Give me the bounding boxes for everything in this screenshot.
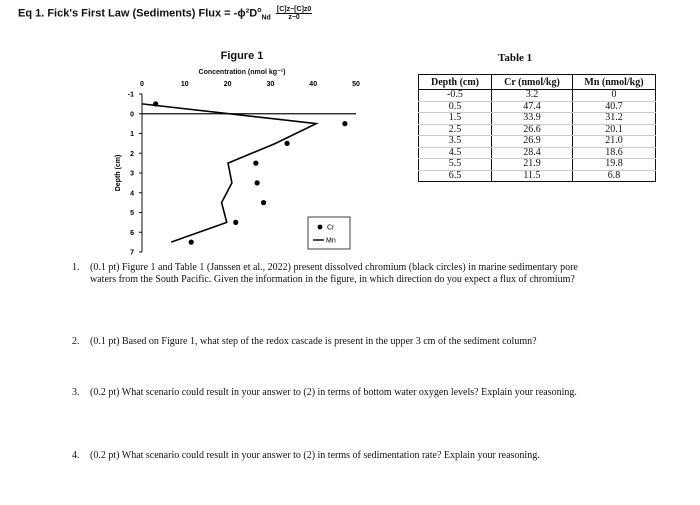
- question-2: [72, 336, 672, 348]
- question-text: (0.1 pt) Figure 1 and Table 1 (Janssen et al., 2022) present dissolved chromium (black circles) in marine sedimentary pore: [90, 262, 578, 273]
- question-text: waters from the South Pacific. Given the information in the figure, in which direction do you expect a flux of chromium?: [90, 274, 575, 285]
- cell-cr: 26.6: [492, 124, 573, 136]
- cell-depth: -0.5: [419, 90, 492, 102]
- cell-depth: 3.5: [419, 136, 492, 148]
- y-tick-label: 5: [130, 210, 134, 217]
- cell-depth: 5.5: [419, 159, 492, 171]
- x-tick-label: 10: [180, 81, 189, 88]
- equation-fraction: [276, 6, 312, 21]
- y-axis-label: Depth (cm): [115, 154, 122, 192]
- y-tick-label: 2: [130, 150, 134, 158]
- cell-mn: 20.1: [573, 124, 656, 136]
- cell-depth: 1.5: [419, 113, 492, 125]
- header-depth: Depth (cm): [419, 75, 492, 90]
- question-3: [72, 387, 672, 399]
- equation-phi: ϕ²D: [237, 7, 258, 20]
- question-number: 2.: [72, 336, 80, 347]
- table-row: [419, 90, 656, 102]
- chart-legend: [308, 217, 350, 249]
- question-text: (0.1 pt) Based on Figure 1, what step of the redox cascade is present in the upper 3 cm of the sediment column?: [90, 336, 537, 347]
- question-text: (0.2 pt) What scenario could result in your answer to (2) in terms of sedimentation rate? Explain your reasoning.: [90, 450, 540, 461]
- cell-depth: 0.5: [419, 101, 492, 113]
- table-row: [419, 159, 656, 171]
- cell-mn: 0: [573, 90, 656, 102]
- mn-line: [142, 104, 316, 242]
- y-tick-label: 1: [130, 131, 134, 138]
- y-tick-label: 7: [130, 249, 134, 256]
- cell-cr: 28.4: [492, 147, 573, 159]
- question-number: 1.: [72, 262, 80, 273]
- y-tick-label: 3: [130, 170, 134, 178]
- legend-mn-label: Mn: [326, 237, 336, 245]
- cell-cr: 33.9: [492, 113, 573, 125]
- legend-cr-marker: [318, 225, 323, 230]
- cell-mn: 21.0: [573, 136, 656, 148]
- cell-mn: 40.7: [573, 101, 656, 113]
- equation-sub: Nd: [261, 14, 271, 22]
- figure-title: Figure 1: [220, 50, 264, 62]
- cell-cr: 47.4: [492, 101, 573, 113]
- x-tick-label: 0: [140, 81, 144, 88]
- header-mn: Mn (nmol/kg): [573, 75, 656, 90]
- cell-depth: 6.5: [419, 170, 492, 182]
- y-tick-label: -1: [127, 91, 134, 99]
- figure-subtitle: Concentration (nmol kg⁻¹): [198, 69, 286, 76]
- y-tick-label: 0: [130, 111, 134, 119]
- equation-denominator: z−0: [288, 14, 300, 21]
- table-row: [419, 101, 656, 113]
- y-tick-label: 6: [130, 229, 134, 237]
- data-table: [418, 74, 656, 182]
- cell-cr: 11.5: [492, 170, 573, 182]
- cr-point: [253, 161, 258, 166]
- equation-label: Eq 1. Fick's First Law (Sediments): [18, 7, 196, 20]
- question-number: 3.: [72, 387, 80, 398]
- cell-mn: 18.6: [573, 147, 656, 159]
- table-row: [419, 124, 656, 136]
- question-1: [72, 262, 672, 286]
- equation-lhs: Flux = -: [198, 7, 238, 20]
- table-body: [419, 90, 656, 182]
- equation: [18, 6, 312, 22]
- cell-depth: 2.5: [419, 124, 492, 136]
- question-number: 4.: [72, 450, 80, 461]
- cell-mn: 6.8: [573, 170, 656, 182]
- cr-point: [342, 121, 347, 126]
- table-row: [419, 147, 656, 159]
- table-title: Table 1: [498, 52, 533, 64]
- cell-mn: 31.2: [573, 113, 656, 125]
- chart-marks: [142, 101, 350, 249]
- table-row: [419, 170, 656, 182]
- cr-point: [255, 180, 260, 185]
- legend-cr-label: Cr: [327, 224, 335, 232]
- cell-mn: 19.8: [573, 159, 656, 171]
- x-tick-label: 20: [223, 81, 232, 88]
- table-row: [419, 113, 656, 125]
- cell-depth: 4.5: [419, 147, 492, 159]
- cr-point: [261, 200, 266, 205]
- cell-cr: 3.2: [492, 90, 573, 102]
- question-4: [72, 450, 672, 462]
- cr-point: [284, 141, 289, 146]
- cr-point: [233, 220, 238, 225]
- x-tick-label: 50: [352, 81, 360, 88]
- cr-point: [189, 240, 194, 245]
- x-tick-label: 40: [309, 81, 318, 88]
- table-row: [419, 136, 656, 148]
- header-cr: Cr (nmol/kg): [492, 75, 573, 90]
- table-header-row: [419, 75, 656, 90]
- cell-cr: 21.9: [492, 159, 573, 171]
- x-tick-label: 30: [266, 81, 275, 88]
- figure-1-chart: [108, 44, 368, 256]
- question-text: (0.2 pt) What scenario could result in your answer to (2) in terms of bottom water oxygen levels? Explain your reasoning.: [90, 387, 577, 398]
- equation-numerator: [C]z−[C]z0: [276, 6, 312, 13]
- cell-cr: 26.9: [492, 136, 573, 148]
- equation-sup: o: [257, 6, 262, 14]
- y-tick-label: 4: [130, 190, 134, 198]
